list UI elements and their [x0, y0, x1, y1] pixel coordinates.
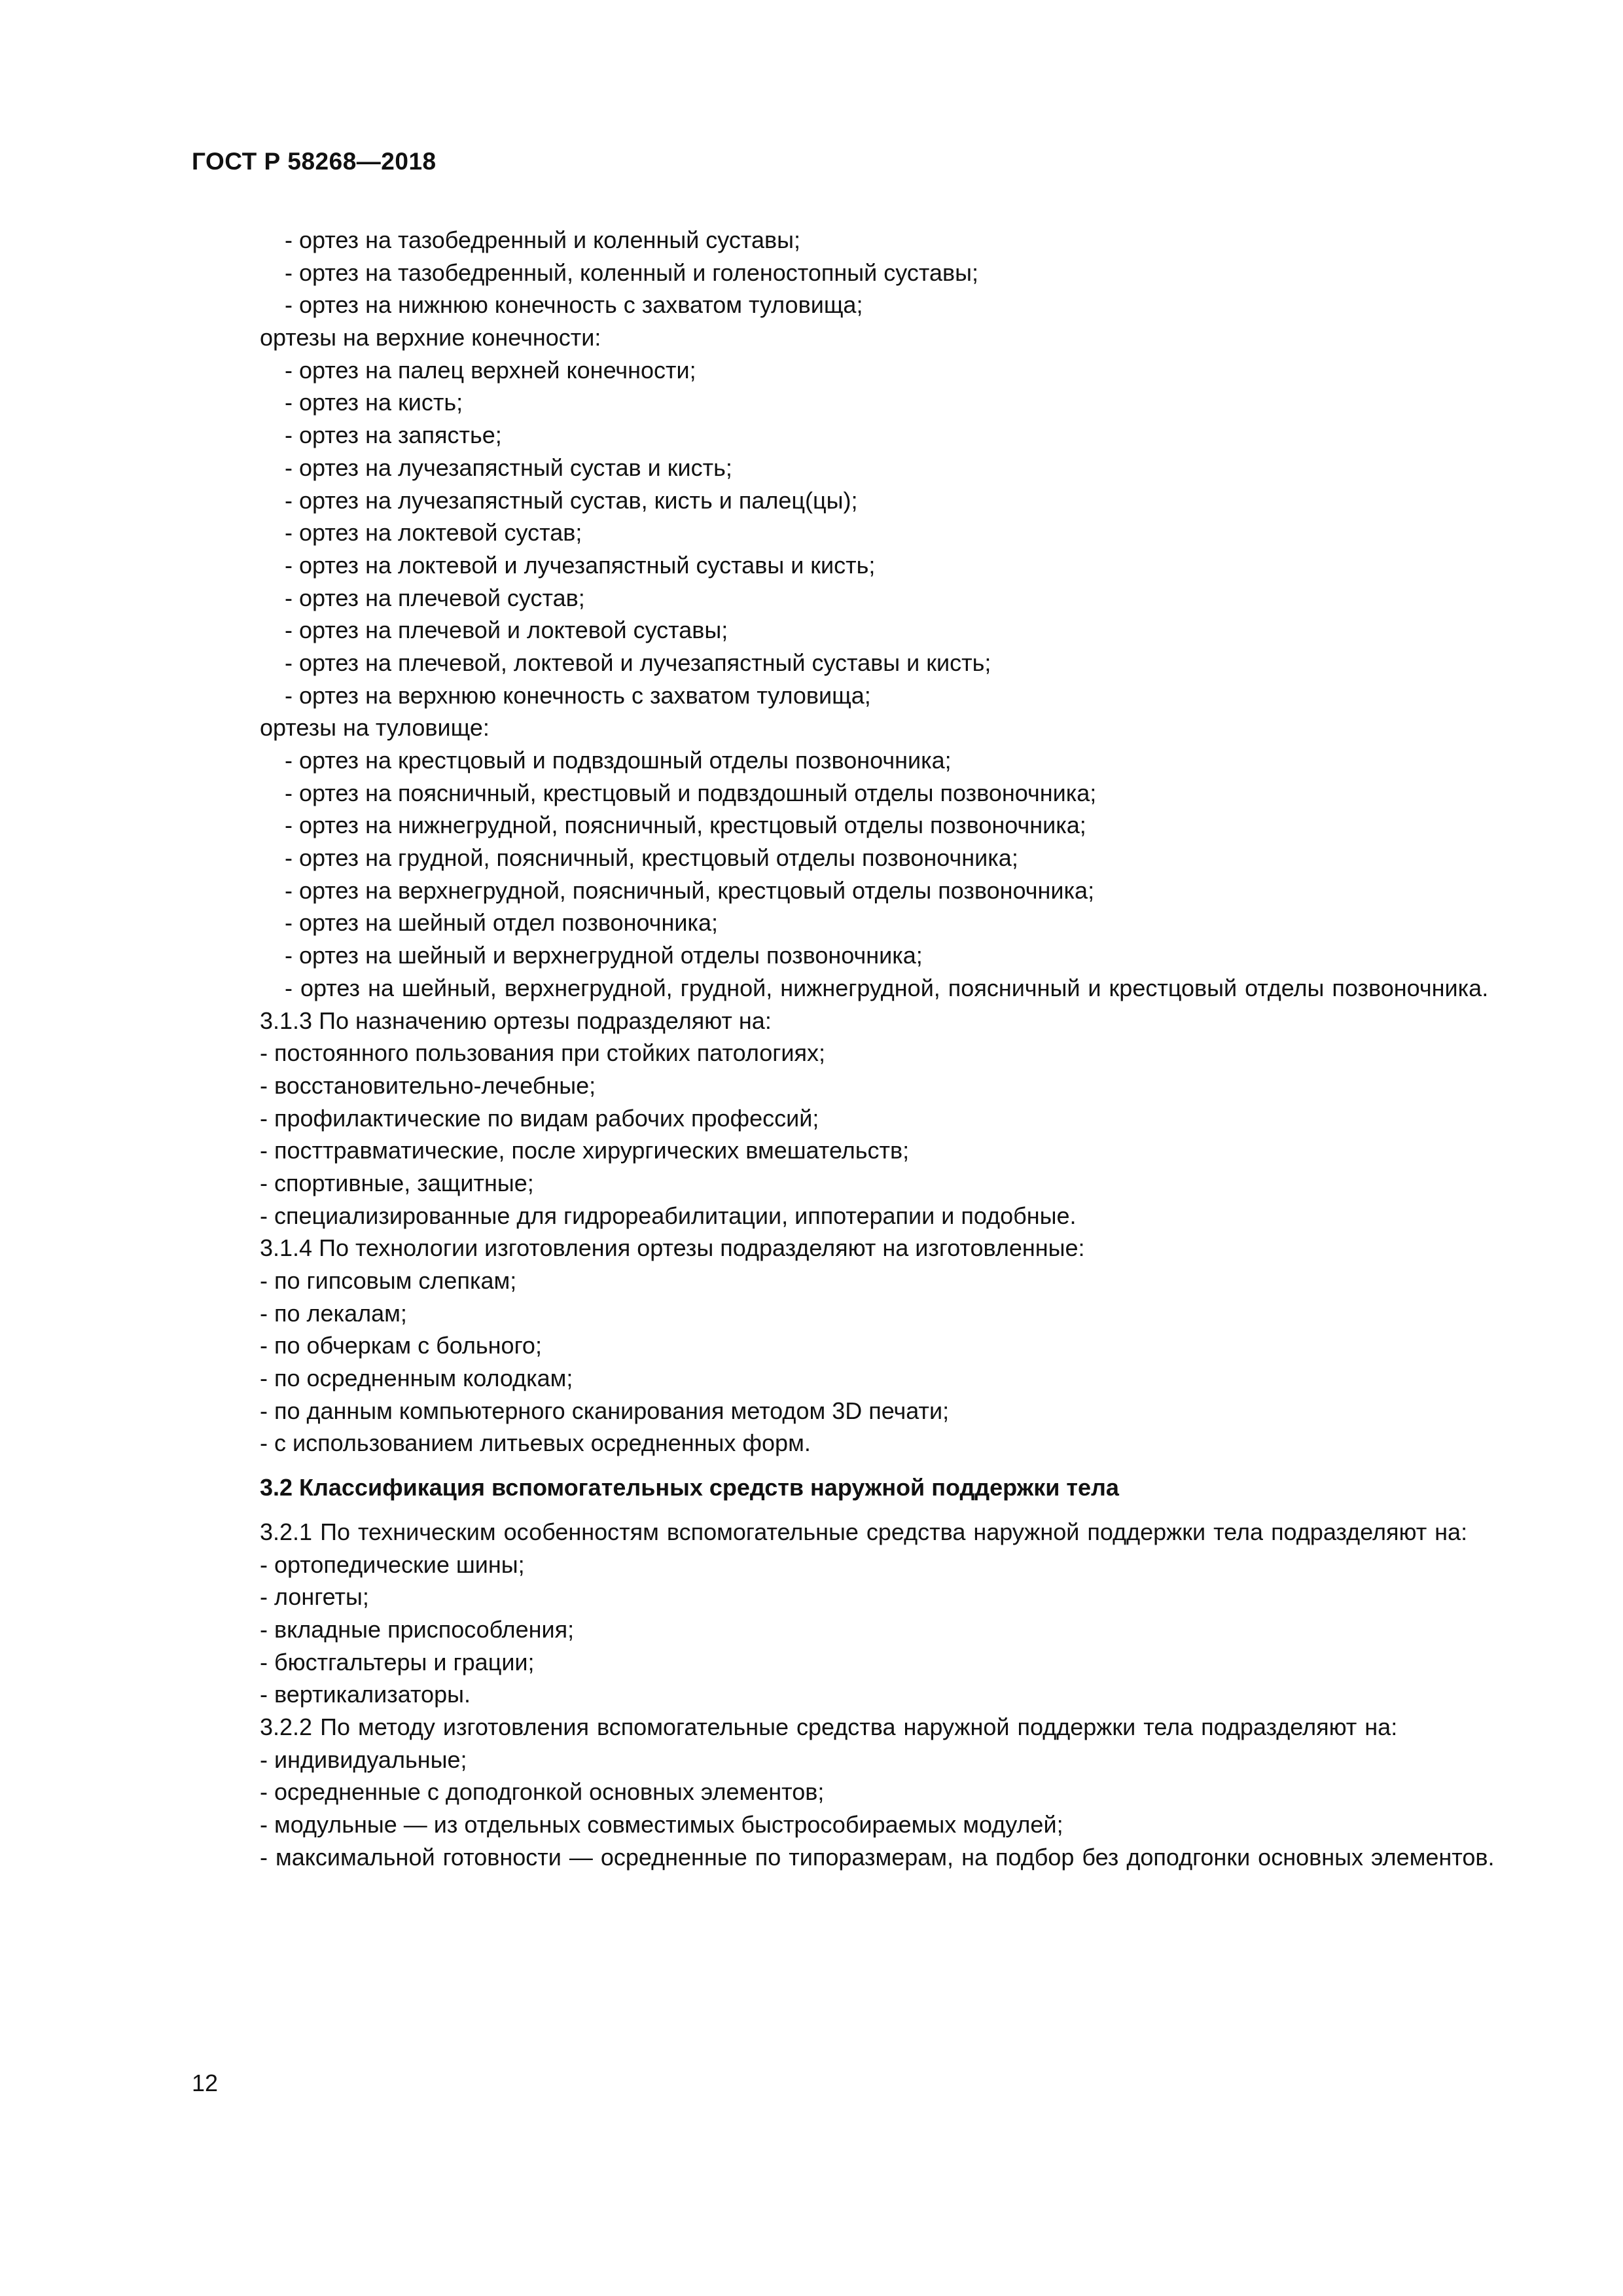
- list-item: - ортез на шейный и верхнегрудной отделы позвоночника;: [285, 942, 923, 969]
- page-number: 12: [192, 2070, 219, 2096]
- list-item: - ортез на верхнюю конечность с захватом туловища;: [285, 681, 871, 709]
- list-item: - ортез на нижнюю конечность с захватом туловища;: [285, 291, 863, 319]
- list-item: - по осредненным колодкам;: [260, 1365, 573, 1392]
- section-3-2-1-intro: 3.2.1 По техническим особенностям вспомогательные средства наружной поддержки тела подразделяют на:: [260, 1518, 1468, 1545]
- list-item: - ортез на запястье;: [285, 422, 502, 449]
- list-item: - ортез на лучезапястный сустав, кисть и палец(цы);: [285, 486, 858, 514]
- document-header: ГОСТ Р 58268—2018: [192, 148, 437, 175]
- list-item: - ортез на нижнегрудной, поясничный, крестцовый отделы позвоночника;: [285, 812, 1086, 839]
- trunk-heading: ортезы на туловище:: [260, 714, 490, 742]
- list-item: - ортез на плечевой, локтевой и лучезапястный суставы и кисть;: [285, 649, 991, 676]
- list-item: - спортивные, защитные;: [260, 1169, 534, 1196]
- list-item: - ортопедические шины;: [260, 1551, 525, 1578]
- list-item: - вкладные приспособления;: [260, 1615, 575, 1643]
- list-item: - ортез на грудной, поясничный, крестцовый отделы позвоночника;: [285, 844, 1018, 872]
- list-item: - ортез на крестцовый и подвздошный отделы позвоночника;: [285, 747, 952, 774]
- list-item: - восстановительно-лечебные;: [260, 1071, 596, 1099]
- list-item: - ортез на локтевой и лучезапястный суставы и кисть;: [285, 551, 876, 579]
- list-item: - посттравматические, после хирургических вмешательств;: [260, 1137, 910, 1164]
- list-item: - специализированные для гидрореабилитации, иппотерапии и подобные.: [260, 1202, 1077, 1229]
- list-item: - постоянного пользования при стойких патологиях;: [260, 1039, 825, 1067]
- list-item: - лонгеты;: [260, 1583, 369, 1611]
- list-item-wrapped: - максимальной готовности — осредненные по типоразмерам, на подбор без доподгонки основных элементов.: [260, 1843, 1495, 1871]
- list-item: - вертикализаторы.: [260, 1681, 471, 1708]
- list-item: - с использованием литьевых осредненных форм.: [260, 1429, 811, 1457]
- list-item: - ортез на плечевой сустав;: [285, 584, 585, 611]
- list-item: - по лекалам;: [260, 1299, 407, 1327]
- list-item: - ортез на локтевой сустав;: [285, 519, 582, 547]
- list-item: - ортез на тазобедренный и коленный суставы;: [285, 226, 801, 253]
- section-3-2-heading: 3.2 Классификация вспомогательных средств наружной поддержки тела: [260, 1474, 1119, 1501]
- section-3-1-4-intro: 3.1.4 По технологии изготовления ортезы подразделяют на изготовленные:: [260, 1234, 1085, 1262]
- list-item: - по гипсовым слепкам;: [260, 1267, 517, 1295]
- list-item: - модульные — из отдельных совместимых быстрособираемых модулей;: [260, 1811, 1063, 1839]
- list-item: - ортез на тазобедренный, коленный и голеностопный суставы;: [285, 259, 978, 286]
- upper-limb-heading: ортезы на верхние конечности:: [260, 324, 601, 351]
- list-item: - ортез на шейный отдел позвоночника;: [285, 909, 718, 937]
- list-item: - ортез на кисть;: [285, 389, 463, 416]
- list-item: - индивидуальные;: [260, 1746, 467, 1773]
- list-item: - ортез на поясничный, крестцовый и подвздошный отделы позвоночника;: [285, 779, 1097, 806]
- section-3-2-2-intro: 3.2.2 По методу изготовления вспомогательные средства наружной поддержки тела подразделяют на:: [260, 1713, 1398, 1740]
- list-item: - ортез на лучезапястный сустав и кисть;: [285, 454, 732, 481]
- list-item: - осредненные с доподгонкой основных элементов;: [260, 1778, 825, 1806]
- list-item: - ортез на палец верхней конечности;: [285, 356, 696, 384]
- list-item: - ортез на верхнегрудной, поясничный, крестцовый отделы позвоночника;: [285, 876, 1095, 904]
- list-item: - по обчеркам с больного;: [260, 1332, 542, 1359]
- list-item: - бюстгальтеры и грации;: [260, 1648, 535, 1676]
- list-item: - по данным компьютерного сканирования методом 3D печати;: [260, 1397, 950, 1424]
- document-body: [192, 224, 1496, 1873]
- list-item-wrapped: - ортез на шейный, верхнегрудной, грудной, нижнегрудной, поясничный и крестцовый отделы позвоночника.: [285, 974, 1489, 1001]
- list-item: - ортез на плечевой и локтевой суставы;: [285, 617, 728, 644]
- list-item: - профилактические по видам рабочих профессий;: [260, 1104, 819, 1132]
- section-3-1-3-intro: 3.1.3 По назначению ортезы подразделяют на:: [260, 1007, 772, 1034]
